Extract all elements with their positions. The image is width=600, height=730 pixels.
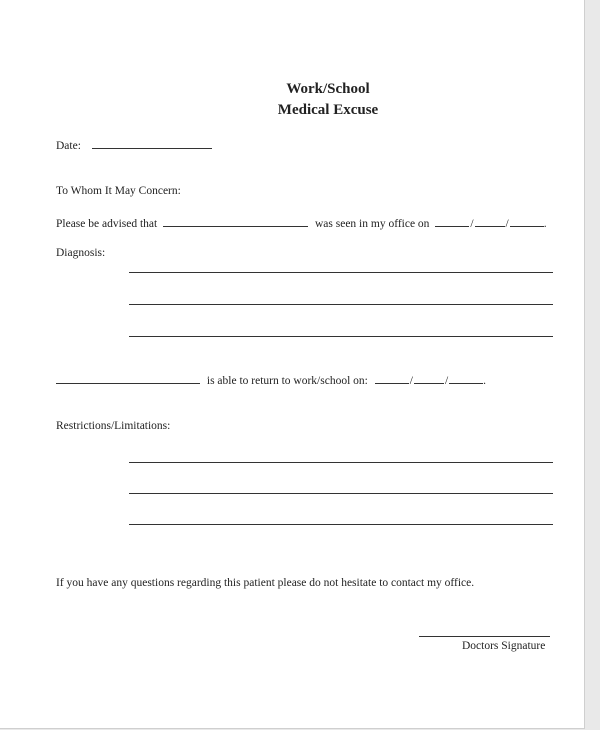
return-row <box>56 373 486 388</box>
signature-label: Doctors Signature <box>462 640 546 652</box>
restrictions-line-2[interactable] <box>129 493 553 494</box>
advised-middle: was seen in my office on <box>314 218 430 230</box>
title-line-1: Work/School <box>286 81 370 97</box>
return-month-field[interactable] <box>375 373 409 384</box>
date-field[interactable] <box>92 138 212 149</box>
patient-name-field[interactable] <box>163 216 308 227</box>
restrictions-label: Restrictions/Limitations: <box>56 420 171 432</box>
advised-row <box>56 216 547 231</box>
advised-prefix: Please be advised that <box>56 218 158 230</box>
return-date-separator-2: / <box>444 375 449 387</box>
return-year-field[interactable] <box>449 373 483 384</box>
diagnosis-label: Diagnosis: <box>56 247 106 259</box>
return-name-field[interactable] <box>56 373 200 384</box>
return-date-separator-1: / <box>409 375 413 387</box>
date-label: Date: <box>56 140 81 152</box>
visit-month-field[interactable] <box>435 216 469 227</box>
diagnosis-line-2[interactable] <box>129 304 553 305</box>
visit-date-separator-1: / <box>470 218 474 230</box>
visit-day-field[interactable] <box>475 216 505 227</box>
visit-date-separator-2: / <box>505 218 509 230</box>
return-day-field[interactable] <box>414 373 444 384</box>
restrictions-line-1[interactable] <box>129 462 553 463</box>
visit-period: . <box>543 218 547 230</box>
title-line-2: Medical Excuse <box>277 102 379 118</box>
visit-year-field[interactable] <box>510 216 544 227</box>
diagnosis-line-3[interactable] <box>129 336 553 337</box>
return-text: is able to return to work/school on: <box>206 375 368 387</box>
signature-line[interactable] <box>419 636 550 637</box>
restrictions-line-3[interactable] <box>129 524 553 525</box>
return-period: . <box>483 375 487 387</box>
diagnosis-line-1[interactable] <box>129 272 553 273</box>
date-row <box>56 138 212 153</box>
salutation: To Whom It May Concern: <box>56 185 181 197</box>
questions-text: If you have any questions regarding this patient please do not hesitate to contact my office. <box>56 577 475 589</box>
